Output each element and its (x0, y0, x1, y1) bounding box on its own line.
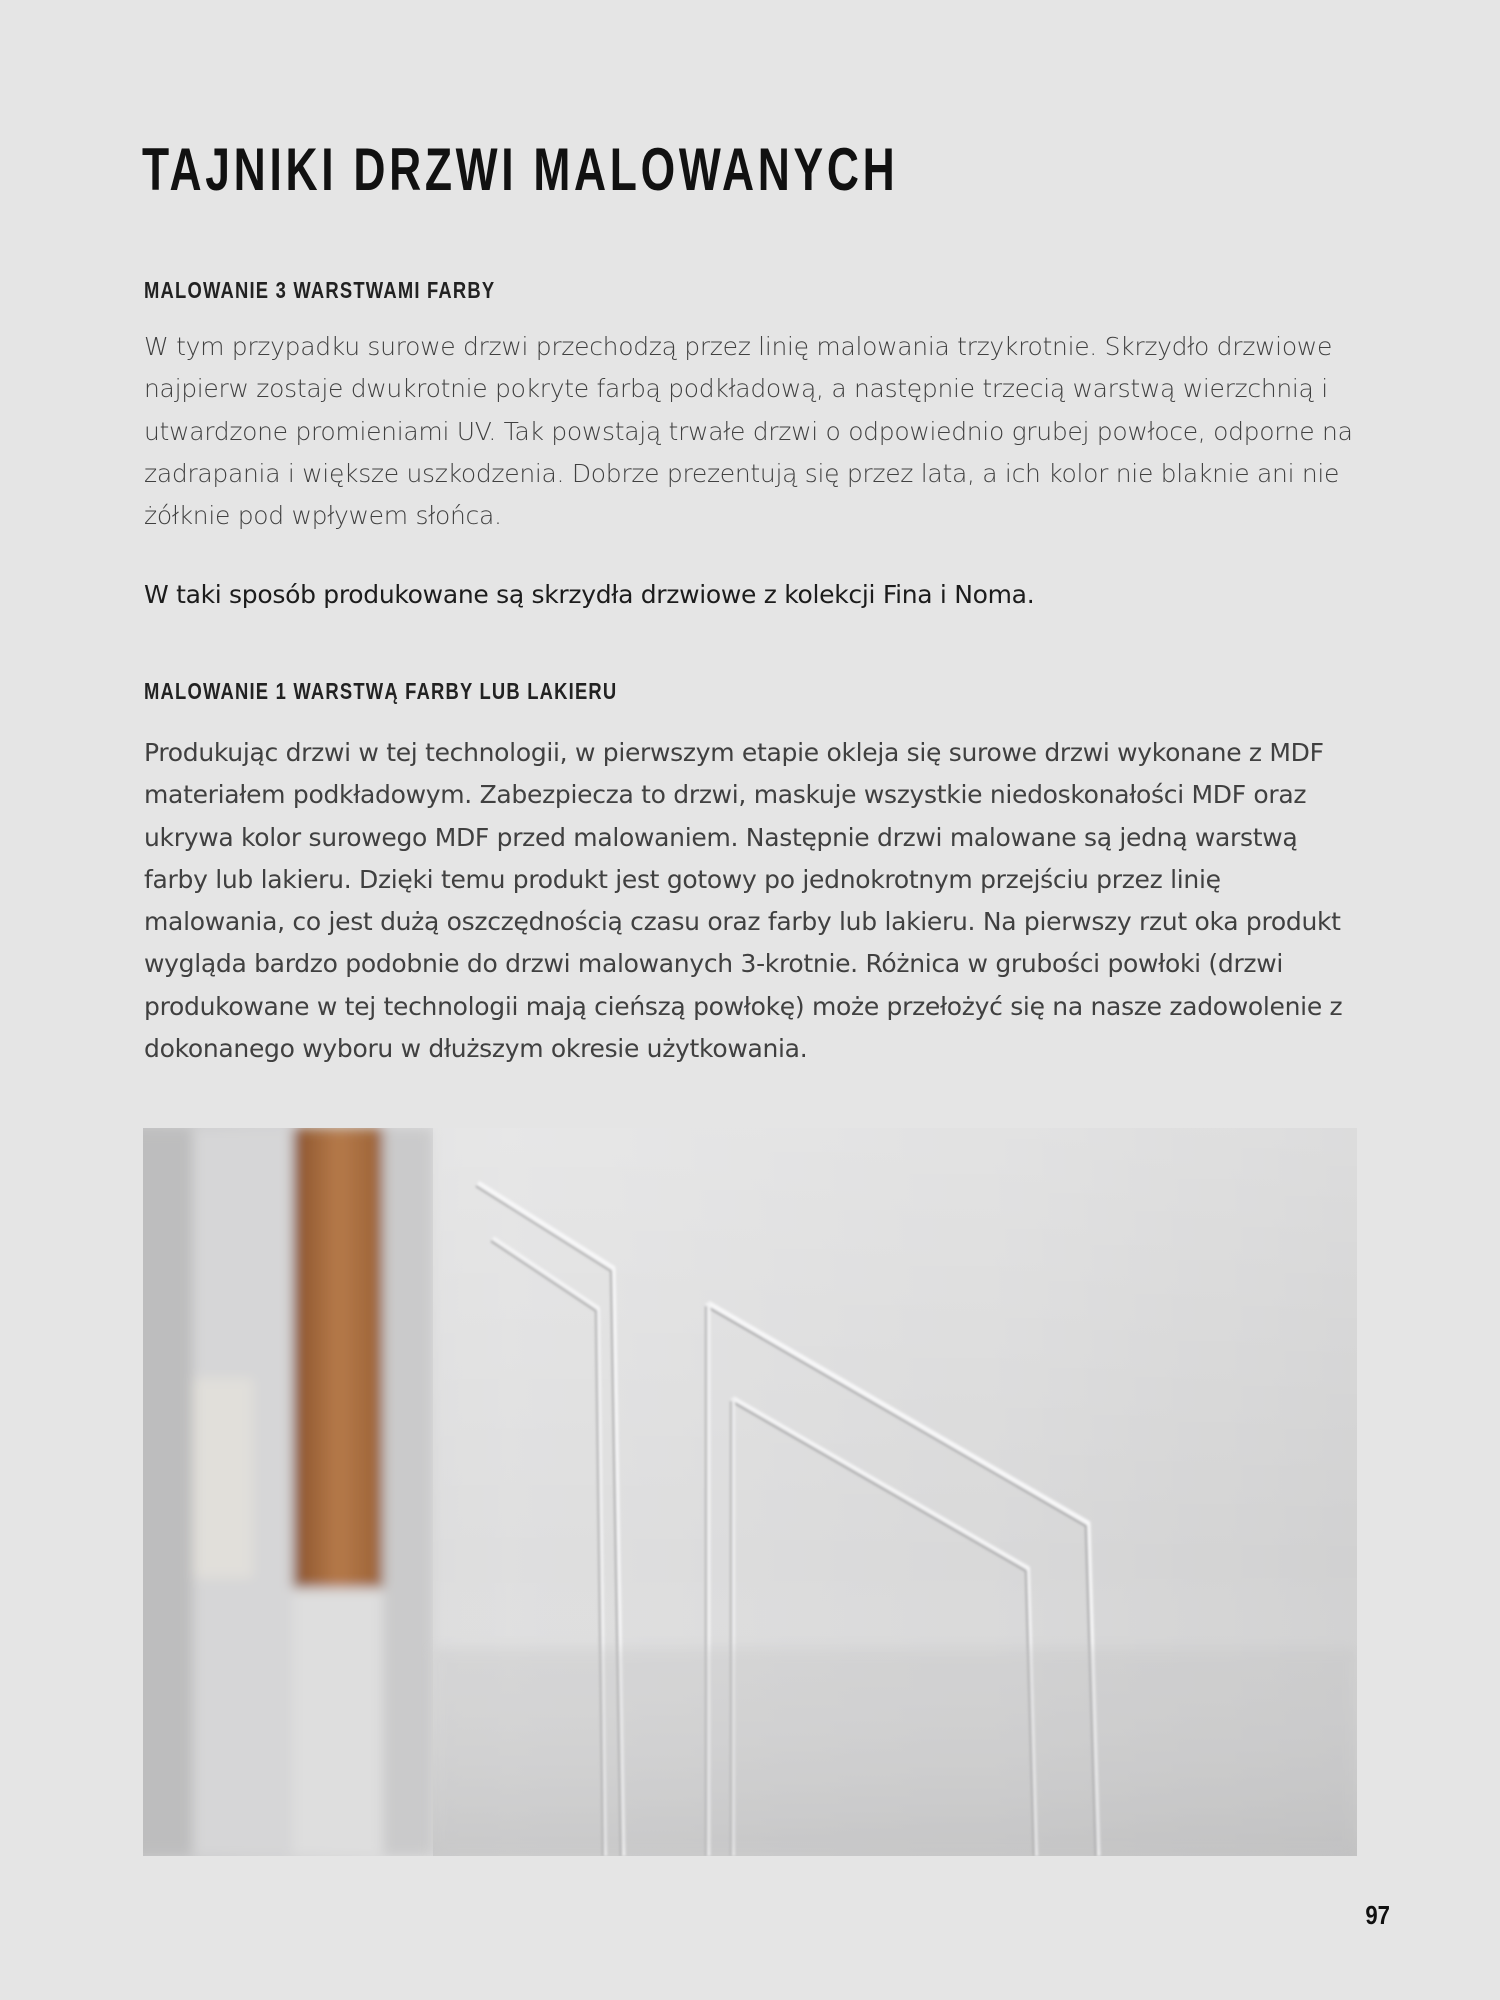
section-heading-three-layers: MALOWANIE 3 WARSTWAMI FARBY (144, 277, 496, 303)
section-heading-one-layer: MALOWANIE 1 WARSTWĄ FARBY LUB LAKIERU (144, 678, 618, 704)
door-panel-photo (143, 1128, 1357, 1856)
page-number: 97 (1365, 1900, 1390, 1930)
section-body-one-layer: Produkując drzwi w tej technologii, w pierwszym etapie okleja się surowe drzwi wykonane z MDF materiałem podkładowym. Zabezpiecza to drzwi, maskuje wszystkie niedoskonałości MDF oraz ukrywa kolor surowego MDF przed malowaniem. Następnie drzwi malowane są jedną warstwą farby lub lakieru. Dzięki temu produkt jest gotowy po jednokrotnym przejściu przez linię malowania, co jest dużą oszczędnością czasu oraz farby lub lakieru. Na pierwszy rzut oka produkt wygląda bardzo podobnie do drzwi malowanych 3-krotnie. Różnica w grubości powłoki (drzwi produkowane w tej technologii mają cieńszą powłokę) może przełożyć się na nasze zadowolenie z dokonanego wyboru w dłuższym okresie użytkowania. (144, 738, 1343, 1064)
collection-note: W taki sposób produkowane są skrzydła drzwiowe z kolekcji Fina i Noma. (144, 580, 1035, 609)
door-panel-illustration (143, 1128, 1357, 1856)
page-title: TAJNIKI DRZWI MALOWANYCH (142, 136, 899, 203)
section-body-three-layers: W tym przypadku surowe drzwi przechodzą przez linię malowania trzykrotnie. Skrzydło drzwiowe najpierw zostaje dwukrotnie pokryte farbą podkładową, a następnie trzecią warstwą wierzchnią i utwardzone promieniami UV. Tak powstają trwałe drzwi o odpowiednio grubej powłoce, odporne na zadrapania i większe uszkodzenia. Dobrze prezentują się przez lata, a ich kolor nie blaknie ani nie żółknie pod wpływem słońca. (144, 332, 1353, 531)
